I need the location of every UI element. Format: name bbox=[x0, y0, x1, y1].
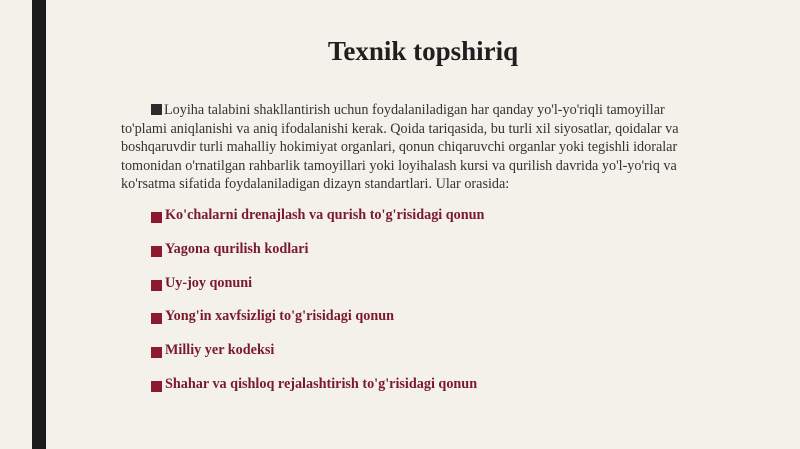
intro-paragraph bbox=[121, 101, 709, 194]
list-item-label: Yagona qurilish kodlari bbox=[165, 240, 309, 257]
list-item bbox=[151, 308, 751, 342]
list-item bbox=[151, 342, 751, 376]
bullet-square-icon bbox=[151, 347, 162, 358]
standards-list bbox=[151, 207, 751, 410]
bullet-square-icon bbox=[151, 104, 162, 115]
bullet-square-icon bbox=[151, 313, 162, 324]
list-item bbox=[151, 275, 751, 309]
list-item-label: Uy-joy qonuni bbox=[165, 274, 253, 291]
list-item-label: Yong'in xavfsizligi to'g'risidagi qonun bbox=[165, 308, 395, 325]
intro-text: Loyiha talabini shakllantirish uchun foydalaniladigan har qanday yo'l-yo'riqli tamoyillar to'plami aniqlanishi va aniq ifodalanishi kerak. Qoida tariqasida, bu turli xil siyosatlar, qoidalar va boshqaruvdir turli mahalliy hokimiyat organlari, qonun chiqaruvchi organlar yoki tegishli idoralar tomonidan o'rnatilgan rahbarlik tamoyillari yoki loyihalash kursi va qurilish davrida yo'l-yo'riq va ko'rsatma sifatida foydalaniladigan dizayn standartlari. Ular orasida: bbox=[121, 102, 679, 193]
list-item bbox=[151, 241, 751, 275]
bullet-square-icon bbox=[151, 212, 162, 223]
bullet-square-icon bbox=[151, 381, 162, 392]
slide-title: Texnik topshiriq bbox=[327, 36, 519, 66]
list-item bbox=[151, 207, 751, 241]
bullet-square-icon bbox=[151, 246, 162, 257]
list-item bbox=[151, 376, 751, 410]
list-item-label: Shahar va qishloq rejalashtirish to'g'risidagi qonun bbox=[165, 375, 478, 392]
list-item-label: Ko'chalarni drenajlash va qurish to'g'risidagi qonun bbox=[165, 207, 485, 223]
slide-side-bar bbox=[32, 0, 46, 449]
list-item-label: Milliy yer kodeksi bbox=[165, 342, 275, 359]
bullet-square-icon bbox=[151, 280, 162, 291]
